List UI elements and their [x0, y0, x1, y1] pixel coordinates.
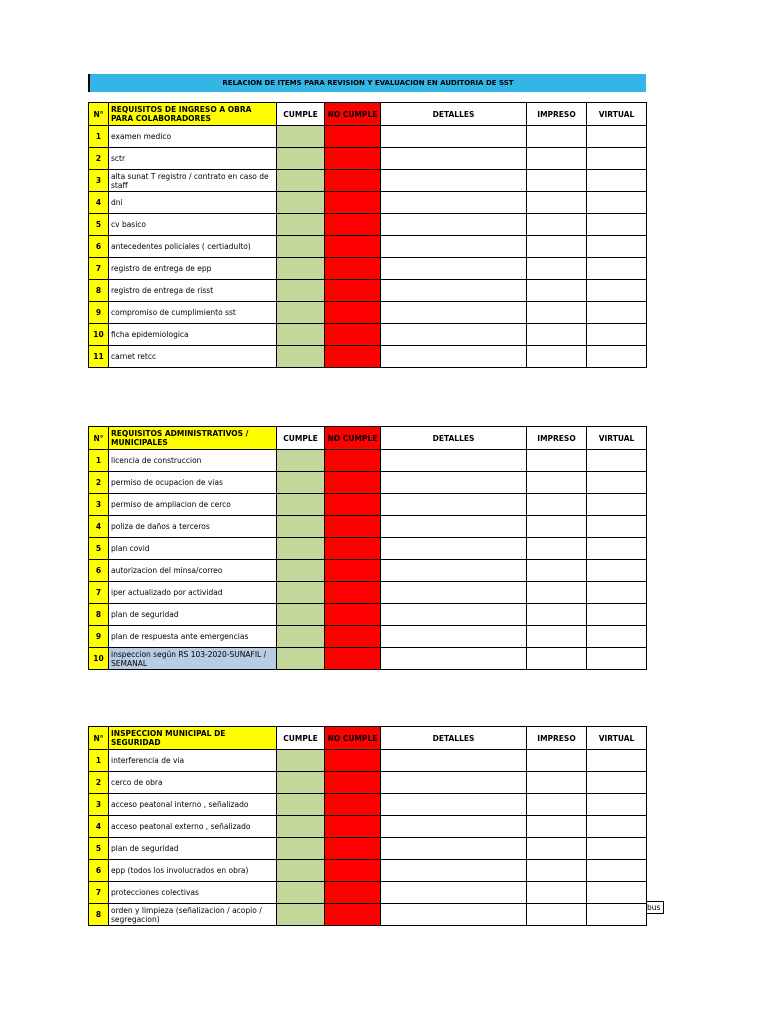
- header-no-cumple: NO CUMPLE: [325, 103, 381, 126]
- impreso-cell[interactable]: [527, 882, 587, 904]
- detalles-cell[interactable]: [381, 772, 527, 794]
- impreso-cell[interactable]: [527, 750, 587, 772]
- cumple-cell[interactable]: [277, 126, 325, 148]
- detalles-cell[interactable]: [381, 494, 527, 516]
- virtual-cell[interactable]: [587, 170, 647, 192]
- no-cumple-cell[interactable]: [325, 302, 381, 324]
- detalles-cell[interactable]: [381, 450, 527, 472]
- requirement-text: licencia de construccion: [109, 450, 277, 472]
- impreso-cell[interactable]: [527, 560, 587, 582]
- detalles-cell[interactable]: [381, 794, 527, 816]
- requirement-text: interferencia de via: [109, 750, 277, 772]
- row-number: 5: [89, 214, 109, 236]
- virtual-cell[interactable]: [587, 772, 647, 794]
- table-row: [89, 280, 647, 302]
- cumple-cell[interactable]: [277, 772, 325, 794]
- cumple-cell[interactable]: [277, 750, 325, 772]
- detalles-cell[interactable]: [381, 750, 527, 772]
- requirement-text: plan de seguridad: [109, 838, 277, 860]
- impreso-cell[interactable]: [527, 324, 587, 346]
- cumple-cell[interactable]: [277, 838, 325, 860]
- no-cumple-cell[interactable]: [325, 324, 381, 346]
- table-row: [89, 626, 647, 648]
- table-row: [89, 192, 647, 214]
- impreso-cell[interactable]: [527, 170, 587, 192]
- cumple-cell[interactable]: [277, 280, 325, 302]
- header-cumple: CUMPLE: [277, 427, 325, 450]
- no-cumple-cell[interactable]: [325, 516, 381, 538]
- virtual-cell[interactable]: [587, 236, 647, 258]
- requirement-text: plan de seguridad: [109, 604, 277, 626]
- cumple-cell[interactable]: [277, 582, 325, 604]
- header-virtual: VIRTUAL: [587, 427, 647, 450]
- impreso-cell[interactable]: [527, 214, 587, 236]
- virtual-cell[interactable]: [587, 494, 647, 516]
- no-cumple-cell[interactable]: [325, 192, 381, 214]
- row-number: 11: [89, 346, 109, 368]
- table-row: [89, 324, 647, 346]
- table-row: [89, 148, 647, 170]
- table-row: [89, 538, 647, 560]
- virtual-cell[interactable]: [587, 346, 647, 368]
- row-number: 1: [89, 750, 109, 772]
- detalles-cell[interactable]: [381, 236, 527, 258]
- header-num: N°: [89, 727, 109, 750]
- requirement-text: cerco de obra: [109, 772, 277, 794]
- row-number: 5: [89, 538, 109, 560]
- cumple-cell[interactable]: [277, 472, 325, 494]
- virtual-cell[interactable]: [587, 148, 647, 170]
- cumple-cell[interactable]: [277, 214, 325, 236]
- table-row: [89, 904, 647, 926]
- row-number: 6: [89, 860, 109, 882]
- virtual-cell[interactable]: [587, 538, 647, 560]
- impreso-cell[interactable]: [527, 346, 587, 368]
- virtual-cell[interactable]: [587, 126, 647, 148]
- table-row: [89, 750, 647, 772]
- no-cumple-cell[interactable]: [325, 860, 381, 882]
- cumple-cell[interactable]: [277, 904, 325, 926]
- row-number: 7: [89, 582, 109, 604]
- virtual-cell[interactable]: [587, 214, 647, 236]
- impreso-cell[interactable]: [527, 626, 587, 648]
- row-number: 6: [89, 236, 109, 258]
- no-cumple-cell[interactable]: [325, 750, 381, 772]
- section-heading: REQUISITOS DE INGRESO A OBRA PARA COLABORADORES: [109, 103, 277, 126]
- no-cumple-cell[interactable]: [325, 472, 381, 494]
- header-detalles: DETALLES: [381, 103, 527, 126]
- no-cumple-cell[interactable]: [325, 604, 381, 626]
- table-row: [89, 772, 647, 794]
- detalles-cell[interactable]: [381, 126, 527, 148]
- detalles-cell[interactable]: [381, 170, 527, 192]
- table-row: [89, 472, 647, 494]
- requirement-text: plan covid: [109, 538, 277, 560]
- table-row: [89, 794, 647, 816]
- impreso-cell[interactable]: [527, 280, 587, 302]
- impreso-cell[interactable]: [527, 472, 587, 494]
- no-cumple-cell[interactable]: [325, 626, 381, 648]
- table-row: [89, 236, 647, 258]
- cumple-cell[interactable]: [277, 516, 325, 538]
- section-table: [88, 426, 647, 670]
- cumple-cell[interactable]: [277, 494, 325, 516]
- detalles-cell[interactable]: [381, 302, 527, 324]
- no-cumple-cell[interactable]: [325, 126, 381, 148]
- cumple-cell[interactable]: [277, 604, 325, 626]
- detalles-cell[interactable]: [381, 192, 527, 214]
- requirement-text: registro de entrega de risst: [109, 280, 277, 302]
- no-cumple-cell[interactable]: [325, 838, 381, 860]
- impreso-cell[interactable]: [527, 838, 587, 860]
- row-number: 10: [89, 648, 109, 670]
- row-number: 4: [89, 816, 109, 838]
- detalles-cell[interactable]: [381, 516, 527, 538]
- impreso-cell[interactable]: [527, 904, 587, 926]
- section-heading: INSPECCION MUNICIPAL DE SEGURIDAD: [109, 727, 277, 750]
- requirement-text: inspeccion según RS 103-2020-SUNAFIL / SEMANAL: [109, 648, 277, 670]
- virtual-cell[interactable]: [587, 450, 647, 472]
- virtual-cell[interactable]: [587, 302, 647, 324]
- detalles-cell[interactable]: [381, 280, 527, 302]
- no-cumple-cell[interactable]: [325, 280, 381, 302]
- cumple-cell[interactable]: [277, 236, 325, 258]
- row-number: 4: [89, 192, 109, 214]
- table-row: [89, 560, 647, 582]
- cumple-cell[interactable]: [277, 860, 325, 882]
- requirement-text: permiso de ampliacion de cerco: [109, 494, 277, 516]
- requirement-text: antecedentes policiales ( certiadulto): [109, 236, 277, 258]
- requirement-text: iper actualizado por actividad: [109, 582, 277, 604]
- header-virtual: VIRTUAL: [587, 727, 647, 750]
- detalles-cell[interactable]: [381, 258, 527, 280]
- row-number: 9: [89, 626, 109, 648]
- detalles-cell[interactable]: [381, 626, 527, 648]
- row-number: 3: [89, 494, 109, 516]
- table-row: [89, 516, 647, 538]
- cumple-cell[interactable]: [277, 882, 325, 904]
- impreso-cell[interactable]: [527, 516, 587, 538]
- virtual-cell[interactable]: [587, 324, 647, 346]
- row-number: 7: [89, 882, 109, 904]
- table-row: [89, 258, 647, 280]
- section-table: [88, 726, 647, 926]
- header-impreso: IMPRESO: [527, 427, 587, 450]
- row-number: 1: [89, 450, 109, 472]
- virtual-cell[interactable]: [587, 516, 647, 538]
- virtual-cell[interactable]: [587, 280, 647, 302]
- virtual-cell[interactable]: [587, 258, 647, 280]
- virtual-cell[interactable]: [587, 560, 647, 582]
- requirement-text: examen medico: [109, 126, 277, 148]
- detalles-cell[interactable]: [381, 324, 527, 346]
- requirement-text: permiso de ocupacion de vias: [109, 472, 277, 494]
- table-row: [89, 816, 647, 838]
- table-row: [89, 494, 647, 516]
- header-impreso: IMPRESO: [527, 727, 587, 750]
- virtual-cell[interactable]: [587, 192, 647, 214]
- requirement-text: registro de entrega de epp: [109, 258, 277, 280]
- header-no-cumple: NO CUMPLE: [325, 427, 381, 450]
- virtual-cell[interactable]: [587, 472, 647, 494]
- virtual-cell[interactable]: [587, 626, 647, 648]
- requirement-text: epp (todos los involucrados en obra): [109, 860, 277, 882]
- virtual-cell[interactable]: [587, 648, 647, 670]
- impreso-cell[interactable]: [527, 192, 587, 214]
- cumple-cell[interactable]: [277, 794, 325, 816]
- impreso-cell[interactable]: [527, 494, 587, 516]
- row-number: 5: [89, 838, 109, 860]
- header-virtual: VIRTUAL: [587, 103, 647, 126]
- table-header-row: [89, 427, 647, 450]
- table-row: [89, 860, 647, 882]
- impreso-cell[interactable]: [527, 648, 587, 670]
- section-heading: REQUISITOS ADMINISTRATIVOS / MUNICIPALES: [109, 427, 277, 450]
- no-cumple-cell[interactable]: [325, 648, 381, 670]
- no-cumple-cell[interactable]: [325, 236, 381, 258]
- detalles-cell[interactable]: [381, 148, 527, 170]
- cell-overflow-note: bus: [646, 901, 664, 914]
- header-cumple: CUMPLE: [277, 727, 325, 750]
- cumple-cell[interactable]: [277, 258, 325, 280]
- table-row: [89, 126, 647, 148]
- impreso-cell[interactable]: [527, 258, 587, 280]
- requirement-text: autorizacion del minsa/correo: [109, 560, 277, 582]
- header-detalles: DETALLES: [381, 427, 527, 450]
- requirement-text: ficha epidemiologica: [109, 324, 277, 346]
- table-header-row: [89, 727, 647, 750]
- detalles-cell[interactable]: [381, 214, 527, 236]
- impreso-cell[interactable]: [527, 582, 587, 604]
- detalles-cell[interactable]: [381, 882, 527, 904]
- detalles-cell[interactable]: [381, 604, 527, 626]
- header-cumple: CUMPLE: [277, 103, 325, 126]
- impreso-cell[interactable]: [527, 450, 587, 472]
- row-number: 3: [89, 794, 109, 816]
- cumple-cell[interactable]: [277, 648, 325, 670]
- cumple-cell[interactable]: [277, 170, 325, 192]
- no-cumple-cell[interactable]: [325, 772, 381, 794]
- virtual-cell[interactable]: [587, 582, 647, 604]
- document-title: RELACION DE ITEMS PARA REVISION Y EVALUACION EN AUDITORIA DE SST: [88, 74, 646, 92]
- row-number: 8: [89, 904, 109, 926]
- cumple-cell[interactable]: [277, 192, 325, 214]
- row-number: 7: [89, 258, 109, 280]
- row-number: 10: [89, 324, 109, 346]
- requirement-text: sctr: [109, 148, 277, 170]
- impreso-cell[interactable]: [527, 794, 587, 816]
- no-cumple-cell[interactable]: [325, 214, 381, 236]
- requirement-text: poliza de daños a terceros: [109, 516, 277, 538]
- table-row: [89, 302, 647, 324]
- cumple-cell[interactable]: [277, 302, 325, 324]
- no-cumple-cell[interactable]: [325, 582, 381, 604]
- row-number: 8: [89, 604, 109, 626]
- requirement-text: dni: [109, 192, 277, 214]
- impreso-cell[interactable]: [527, 302, 587, 324]
- impreso-cell[interactable]: [527, 236, 587, 258]
- cumple-cell[interactable]: [277, 450, 325, 472]
- detalles-cell[interactable]: [381, 472, 527, 494]
- virtual-cell[interactable]: [587, 860, 647, 882]
- table-header-row: [89, 103, 647, 126]
- impreso-cell[interactable]: [527, 860, 587, 882]
- requirement-text: alta sunat T registro / contrato en caso de staff: [109, 170, 277, 192]
- row-number: 6: [89, 560, 109, 582]
- row-number: 8: [89, 280, 109, 302]
- impreso-cell[interactable]: [527, 148, 587, 170]
- virtual-cell[interactable]: [587, 904, 647, 926]
- no-cumple-cell[interactable]: [325, 148, 381, 170]
- row-number: 2: [89, 148, 109, 170]
- row-number: 1: [89, 126, 109, 148]
- impreso-cell[interactable]: [527, 816, 587, 838]
- virtual-cell[interactable]: [587, 750, 647, 772]
- row-number: 9: [89, 302, 109, 324]
- detalles-cell[interactable]: [381, 582, 527, 604]
- table-row: [89, 170, 647, 192]
- header-num: N°: [89, 427, 109, 450]
- virtual-cell[interactable]: [587, 816, 647, 838]
- row-number: 3: [89, 170, 109, 192]
- requirement-text: orden y limpieza (señalizacion / acopio / segregacion): [109, 904, 277, 926]
- requirement-text: protecciones colectivas: [109, 882, 277, 904]
- table-row: [89, 346, 647, 368]
- requirement-text: cv basico: [109, 214, 277, 236]
- requirement-text: carnet retcc: [109, 346, 277, 368]
- impreso-cell[interactable]: [527, 604, 587, 626]
- detalles-cell[interactable]: [381, 860, 527, 882]
- requirement-text: acceso peatonal interno , señalizado: [109, 794, 277, 816]
- impreso-cell[interactable]: [527, 772, 587, 794]
- no-cumple-cell[interactable]: [325, 258, 381, 280]
- no-cumple-cell[interactable]: [325, 538, 381, 560]
- detalles-cell[interactable]: [381, 816, 527, 838]
- no-cumple-cell[interactable]: [325, 170, 381, 192]
- table-row: [89, 604, 647, 626]
- cumple-cell[interactable]: [277, 538, 325, 560]
- no-cumple-cell[interactable]: [325, 904, 381, 926]
- cumple-cell[interactable]: [277, 324, 325, 346]
- detalles-cell[interactable]: [381, 538, 527, 560]
- cumple-cell[interactable]: [277, 560, 325, 582]
- detalles-cell[interactable]: [381, 838, 527, 860]
- impreso-cell[interactable]: [527, 126, 587, 148]
- table-row: [89, 582, 647, 604]
- cumple-cell[interactable]: [277, 346, 325, 368]
- cumple-cell[interactable]: [277, 626, 325, 648]
- virtual-cell[interactable]: [587, 794, 647, 816]
- detalles-cell[interactable]: [381, 346, 527, 368]
- cumple-cell[interactable]: [277, 816, 325, 838]
- header-impreso: IMPRESO: [527, 103, 587, 126]
- no-cumple-cell[interactable]: [325, 882, 381, 904]
- virtual-cell[interactable]: [587, 882, 647, 904]
- no-cumple-cell[interactable]: [325, 816, 381, 838]
- requirement-text: acceso peatonal externo , señalizado: [109, 816, 277, 838]
- table-row: [89, 838, 647, 860]
- requirement-text: compromiso de cumplimiento sst: [109, 302, 277, 324]
- cumple-cell[interactable]: [277, 148, 325, 170]
- header-num: N°: [89, 103, 109, 126]
- row-number: 2: [89, 772, 109, 794]
- no-cumple-cell[interactable]: [325, 494, 381, 516]
- row-number: 4: [89, 516, 109, 538]
- no-cumple-cell[interactable]: [325, 450, 381, 472]
- no-cumple-cell[interactable]: [325, 560, 381, 582]
- table-row: [89, 648, 647, 670]
- header-detalles: DETALLES: [381, 727, 527, 750]
- table-row: [89, 882, 647, 904]
- header-no-cumple: NO CUMPLE: [325, 727, 381, 750]
- row-number: 2: [89, 472, 109, 494]
- virtual-cell[interactable]: [587, 838, 647, 860]
- section-table: [88, 102, 647, 368]
- no-cumple-cell[interactable]: [325, 794, 381, 816]
- detalles-cell[interactable]: [381, 648, 527, 670]
- impreso-cell[interactable]: [527, 538, 587, 560]
- table-row: [89, 214, 647, 236]
- detalles-cell[interactable]: [381, 904, 527, 926]
- table-row: [89, 450, 647, 472]
- detalles-cell[interactable]: [381, 560, 527, 582]
- requirement-text: plan de respuesta ante emergencias: [109, 626, 277, 648]
- virtual-cell[interactable]: [587, 604, 647, 626]
- no-cumple-cell[interactable]: [325, 346, 381, 368]
